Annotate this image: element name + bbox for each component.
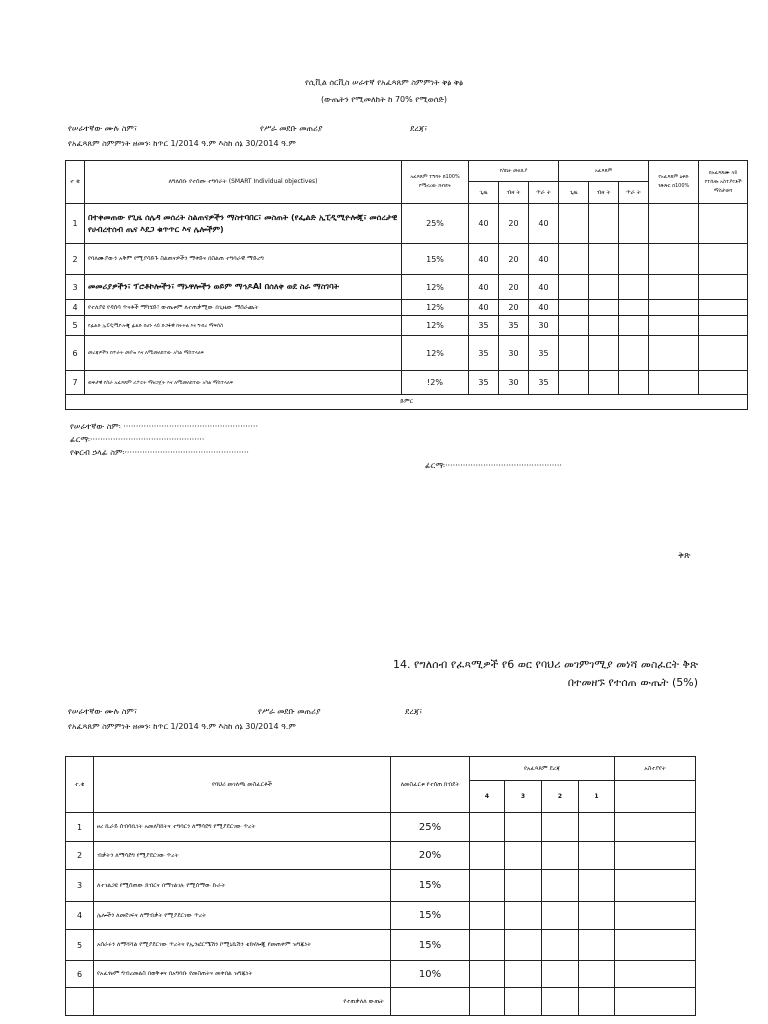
header-no: ተ ቁ <box>66 161 85 204</box>
header-level-3: 3 <box>505 781 542 813</box>
row-perf-quality <box>619 244 649 275</box>
row-weight: 12% <box>402 316 469 336</box>
row-time: 35 <box>469 316 499 336</box>
row-perf-quantity <box>589 336 619 371</box>
row-quality: 30 <box>529 316 559 336</box>
row-criteria: ሌሎችን ለመደገፍና ለማብቃት የሚያደርገው ጥረት <box>94 902 391 930</box>
behavior-form-heading: 14. የግለሰብ የፈጻሚዎች የ6 ወር የባህሪ መገምገሚያ መነሻ መስፈርት ቅጽ <box>392 658 698 671</box>
row-level-4 <box>470 930 505 961</box>
row-objective: የተለያዩ የዳሰሳ ጥናቶች ማካሄድ፣ ውጤቱም ለተጠቃሚው በጊዜው ማሰራጨት <box>85 300 402 316</box>
row-time: 40 <box>469 275 499 300</box>
job-title-label-2: የሥራ መደቡ መጠሪያ <box>258 707 321 716</box>
row-level-4 <box>470 961 505 988</box>
row-score <box>649 316 699 336</box>
row-level-1 <box>579 842 615 870</box>
total-level-3 <box>505 988 542 1016</box>
row-level-4 <box>470 813 505 842</box>
row-no: 4 <box>66 902 94 930</box>
row-remark <box>615 902 696 930</box>
row-criteria: ብቃትን ለማሳደግ የሚያደርገው ጥረት <box>94 842 391 870</box>
row-time: 40 <box>469 300 499 316</box>
row-score <box>649 275 699 300</box>
row-level-3 <box>505 902 542 930</box>
header-quantity: ብዛ ት <box>499 182 529 204</box>
table-row <box>66 902 696 930</box>
row-level-3 <box>505 842 542 870</box>
row-objective: መረጃዎችን በጥራት መያዝ እና ለሚመለከተው አካል ማስተላለፍ <box>85 336 402 371</box>
agreement-period: የአፈጻጸም ስምምነት ዘመን፡ ከጥር 1/2014 ዓ.ም እስከ ሰኔ 30/2014 ዓ.ም <box>68 139 296 148</box>
row-no: 6 <box>66 961 94 988</box>
row-perf-time <box>559 300 589 316</box>
row-quality: 40 <box>529 300 559 316</box>
row-perf-quality <box>619 316 649 336</box>
row-quantity: 20 <box>499 204 529 244</box>
row-level-3 <box>505 961 542 988</box>
grade-label: ደረጃ፣ <box>410 124 428 133</box>
row-no: 7 <box>66 371 85 395</box>
row-score <box>649 204 699 244</box>
row-quantity: 35 <box>499 316 529 336</box>
row-level-1 <box>579 902 615 930</box>
row-weight: 15% <box>391 902 470 930</box>
row-weight: 25% <box>391 813 470 842</box>
employee-signature: ፊርማ፡············································· <box>70 435 205 444</box>
form-mark: ቅጽ <box>678 551 691 561</box>
row-level-2 <box>542 870 579 902</box>
row-time: 40 <box>469 204 499 244</box>
row-level-3 <box>505 870 542 902</box>
row-level-2 <box>542 930 579 961</box>
behavior-table <box>65 756 696 1016</box>
row-weight: 20% <box>391 842 470 870</box>
header-remark-blank <box>615 781 696 813</box>
row-perf-quality <box>619 275 649 300</box>
row-quality: 40 <box>529 204 559 244</box>
header-performance: አፈጻጸም <box>559 161 649 182</box>
row-no: 4 <box>66 300 85 316</box>
table-row <box>66 870 696 902</box>
total-level-2 <box>542 988 579 1016</box>
row-quantity: 20 <box>499 275 529 300</box>
row-level-3 <box>505 813 542 842</box>
row-quantity: 30 <box>499 336 529 371</box>
total-remark <box>615 988 696 1016</box>
row-objective: መመሪያዎችን፣ ፕሮቶኮሎችን፣ ማኑዋሎችን ወይም ማኅዶAl በሰለቀ ወደ ስራ ማስገባት <box>85 275 402 300</box>
row-remark <box>699 204 748 244</box>
row-no: 3 <box>66 275 85 300</box>
grade-label-2: ደረጃ፣ <box>405 707 423 716</box>
row-score <box>649 244 699 275</box>
row-perf-quantity <box>589 275 619 300</box>
row-no: 2 <box>66 244 85 275</box>
row-perf-quality <box>619 336 649 371</box>
row-no: 1 <box>66 813 94 842</box>
header-objectives: ለግለሰቡ የተሰጡ ተግባራት (SMART Individual objectives) <box>85 161 402 204</box>
row-quantity: 20 <box>499 244 529 275</box>
row-level-2 <box>542 961 579 988</box>
row-perf-quantity <box>589 316 619 336</box>
header-level-1: 1 <box>579 781 615 813</box>
row-level-1 <box>579 961 615 988</box>
table-row <box>66 316 748 336</box>
row-remark <box>699 300 748 316</box>
row-weight: 15% <box>391 930 470 961</box>
supervisor-name: የቅርብ ኃላፊ ስም፡················································· <box>70 448 249 457</box>
row-weight: 12% <box>402 300 469 316</box>
row-remark <box>615 842 696 870</box>
row-no: 3 <box>66 870 94 902</box>
header-quality: ጥራ ት <box>529 182 559 204</box>
row-score <box>649 300 699 316</box>
total-row <box>66 395 748 410</box>
employee-name-label-2: የሠራተኛው ሙሉ ስም፣ <box>68 707 138 716</box>
row-quantity: 30 <box>499 371 529 395</box>
total-label: የተጠቃለለ ውጤት <box>94 988 391 1016</box>
row-level-2 <box>542 842 579 870</box>
row-quality: 35 <box>529 371 559 395</box>
row-no: 2 <box>66 842 94 870</box>
table-row <box>66 842 696 870</box>
row-weight: 12% <box>402 336 469 371</box>
form-subtitle: (ውጤትን የሚመለከት ከ 70% የሚወሰድ) <box>320 95 448 104</box>
header-no: ተ.ቁ <box>66 757 94 813</box>
header-level-2: 2 <box>542 781 579 813</box>
table-row <box>66 244 748 275</box>
row-perf-quantity <box>589 244 619 275</box>
behavior-form-subheading: በተመዘኙ የተሰጠ ውጤት (5%) <box>567 676 698 689</box>
table-row <box>66 813 696 842</box>
header-criteria: የባህሪ መገለጫ መስፈርቶች <box>94 757 391 813</box>
row-level-1 <box>579 930 615 961</box>
row-level-4 <box>470 870 505 902</box>
total-level-4 <box>470 988 505 1016</box>
total-level-1 <box>579 988 615 1016</box>
row-remark <box>615 813 696 842</box>
total-label: ድምር <box>66 395 748 410</box>
total-row <box>66 988 696 1016</box>
row-remark <box>699 371 748 395</box>
row-perf-quantity <box>589 204 619 244</box>
row-perf-quality <box>619 300 649 316</box>
header-weight: አፈጻጸም ተግባሩ ከ100% የሚኖረው ክብደት <box>402 161 469 204</box>
row-remark <box>699 336 748 371</box>
row-score <box>649 371 699 395</box>
row-perf-quantity <box>589 371 619 395</box>
row-score <box>649 336 699 371</box>
row-criteria: ለተገልጋዩ የሚሰጠው ክብርና በማገልገሉ የሚሰማው ኩራት <box>94 870 391 902</box>
header-perf-quantity: ብዛ ት <box>589 182 619 204</box>
header-weight: ለመስፈርቱ የተሰጠ ክብደት <box>391 757 470 813</box>
employee-name-label: የሠራተኛው ሙሉ ስም፣ <box>68 124 138 133</box>
table-row <box>66 204 748 244</box>
table-row <box>66 371 748 395</box>
row-weight: 10% <box>391 961 470 988</box>
row-objective: የፊልድ ኢፒዲሚዮሎጂ ፊልድ በሆኑ ላይ ድጋፋዊ ክትትል እና ግብረ ማፍሰስ <box>85 316 402 336</box>
form-title: የሲቪል ሰርቪስ ሠራተኛ የአፈጻጸም ስምምነት ቅፅ ቅፅ <box>305 78 463 87</box>
job-title-label: የሥራ መደቡ መጠሪያ <box>260 124 323 133</box>
row-objective: ወቅታዊ የስራ አፈጻጸም ሪፖርት ማዘጋጀት እና ለሚመለከተው አካል ማስተላለፍ <box>85 371 402 395</box>
table-row <box>66 930 696 961</box>
agreement-period-2: የአፈጻጸም ስምምነት ዘመን፡ ከጥር 1/2014 ዓ.ም እስከ ሰኔ 30/2014 ዓ.ም <box>68 722 296 731</box>
row-objective: የባለሙያውን አቅም የሚያሳድጉ ስልጠናዎችን ማቀድና በስልጠ ተግባራዊ ማድረግ <box>85 244 402 275</box>
row-weight: 25% <box>402 204 469 244</box>
row-level-4 <box>470 842 505 870</box>
row-remark <box>615 870 696 902</box>
row-perf-time <box>559 275 589 300</box>
total-no-blank <box>66 988 94 1016</box>
table-row <box>66 275 748 300</box>
row-perf-quality <box>619 204 649 244</box>
row-weight: 12% <box>402 275 469 300</box>
row-remark <box>699 275 748 300</box>
row-weight: 15% <box>391 870 470 902</box>
row-perf-quantity <box>589 300 619 316</box>
header-perf-time: ጊዜ <box>559 182 589 204</box>
table-row <box>66 961 696 988</box>
header-level-4: 4 <box>470 781 505 813</box>
header-remark: በአፈጻጸሙ ላይ የተሰጡ አስተያየቶች ማስታወሻ <box>699 161 748 204</box>
row-level-3 <box>505 930 542 961</box>
row-level-1 <box>579 813 615 842</box>
row-criteria: ፀረ ኪራይ ሰብሳቢነት አመለካከትና ተግባርን ለማሳደግ የሚያደርገው ጥረት <box>94 813 391 842</box>
row-perf-time <box>559 204 589 244</box>
row-objective: በተቀመጠው የጊዜ ሰሌዳ መሰረት ስልጠናዎችን ማስተባበር፣ መስጠት (የፌልድ ኢፒዲሚዮሎጂ፣ መሰረታዊ የሀብረተሰብ ጤና እደጋ ቁጥጥር እና ሌሎችም) <box>85 204 402 244</box>
objectives-table <box>65 160 748 410</box>
row-no: 5 <box>66 930 94 961</box>
supervisor-signature: ፊርማ፡·············································· <box>425 461 562 470</box>
row-quality: 35 <box>529 336 559 371</box>
row-weight: 15% <box>402 244 469 275</box>
row-level-2 <box>542 813 579 842</box>
row-time: 35 <box>469 371 499 395</box>
header-score: የአፈጻጸም ዕቅድ ንጽጽር በ100% <box>649 161 699 204</box>
row-time: 40 <box>469 244 499 275</box>
row-no: 6 <box>66 336 85 371</box>
row-no: 1 <box>66 204 85 244</box>
row-quality: 40 <box>529 244 559 275</box>
header-level: የአፈጻጸም ደረጃ <box>470 757 615 781</box>
header-perf-quality: ጥራ ት <box>619 182 649 204</box>
row-quantity: 20 <box>499 300 529 316</box>
row-perf-time <box>559 371 589 395</box>
table-row <box>66 336 748 371</box>
header-time: ጊዜ <box>469 182 499 204</box>
total-weight <box>391 988 470 1016</box>
row-perf-time <box>559 336 589 371</box>
row-criteria: የአፈፃፀም ግብረመልስ በወቅቱና በአግባቡ የመስጠትና መቀበል ዝግጁነት <box>94 961 391 988</box>
table-row <box>66 300 748 316</box>
row-remark <box>699 244 748 275</box>
row-weight: !2% <box>402 371 469 395</box>
row-level-2 <box>542 902 579 930</box>
row-quality: 40 <box>529 275 559 300</box>
row-perf-time <box>559 316 589 336</box>
row-remark <box>615 930 696 961</box>
row-level-1 <box>579 870 615 902</box>
row-no: 5 <box>66 316 85 336</box>
row-remark <box>615 961 696 988</box>
row-level-4 <box>470 902 505 930</box>
header-measures: የስኬት መለኪያ <box>469 161 559 182</box>
row-criteria: አሰራሩን ለማሻሻል የሚያደርገው ጥረትና የኢንፎርሜሽን ኮሚኒኬሽን ቴክኖሎጂ የመጠቀም ዝግጁነት <box>94 930 391 961</box>
row-perf-quality <box>619 371 649 395</box>
row-perf-time <box>559 244 589 275</box>
header-remark: አስተያየት <box>615 757 696 781</box>
employee-sign-name: የሠራተኛው ስም፡ ····················································· <box>70 422 258 431</box>
row-time: 35 <box>469 336 499 371</box>
row-remark <box>699 316 748 336</box>
